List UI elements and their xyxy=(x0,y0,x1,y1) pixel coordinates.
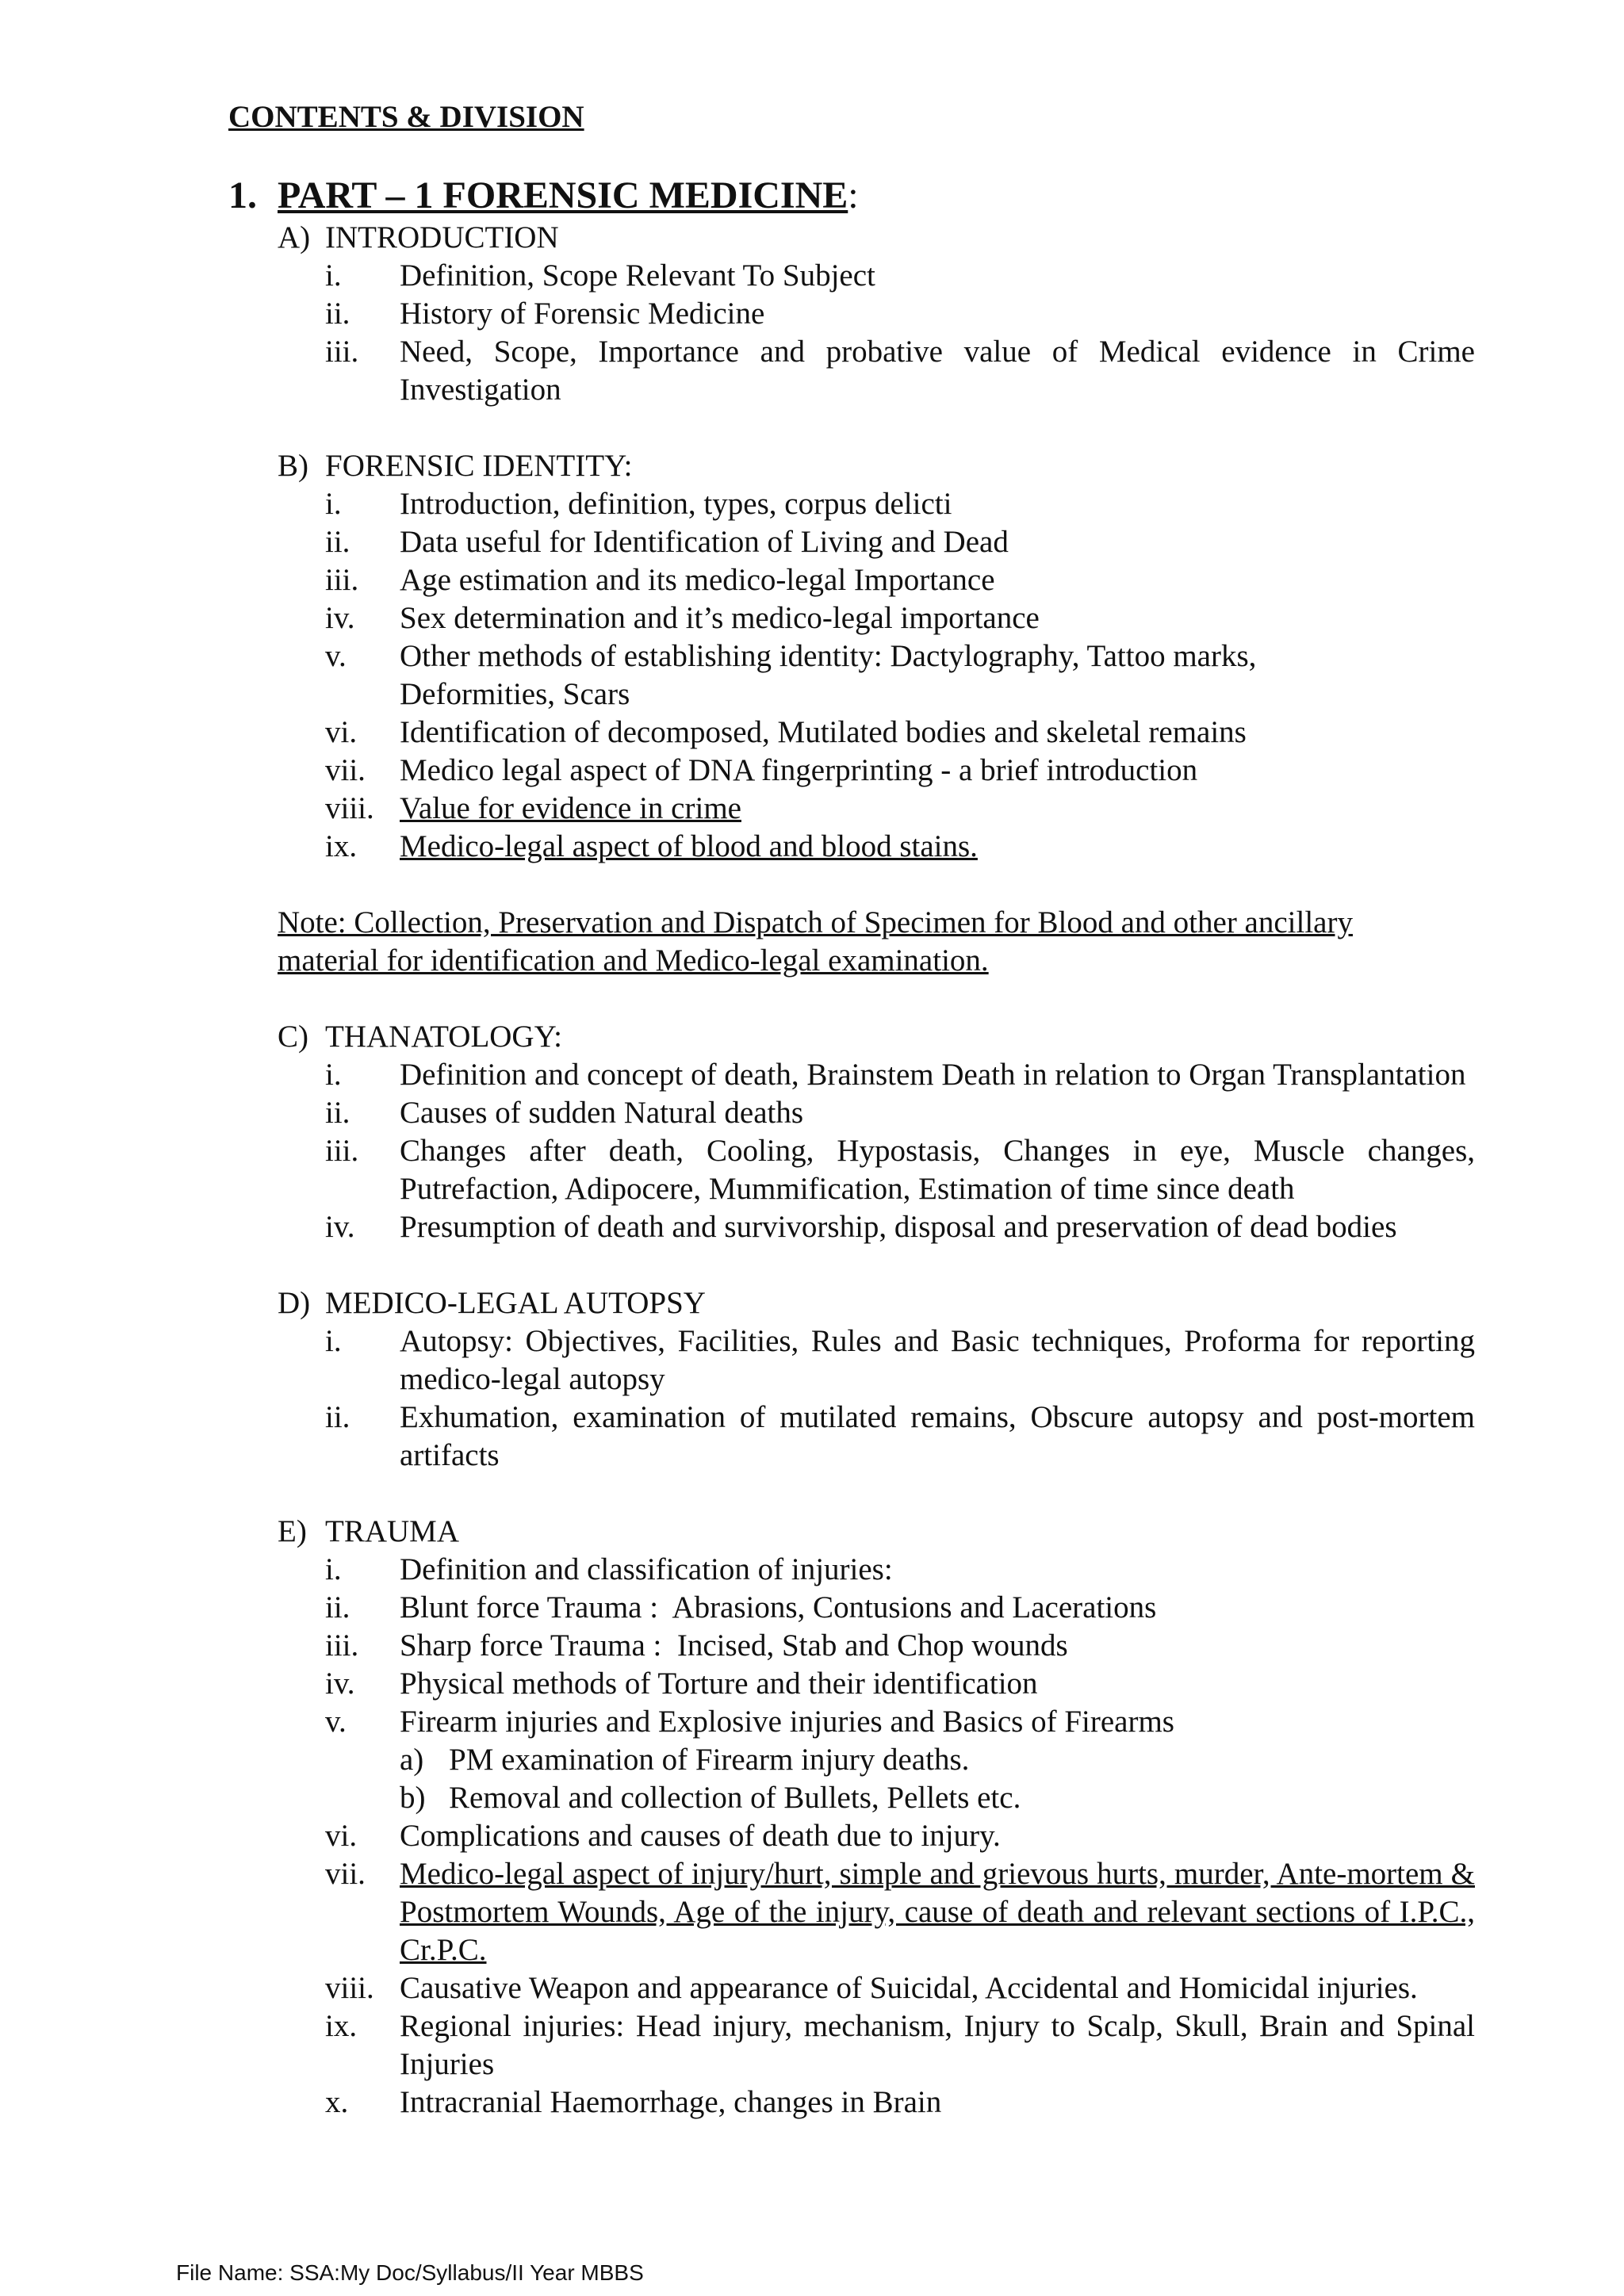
list-item: i. Introduction, definition, types, corpus delicti xyxy=(325,487,952,521)
list-item: ii. Blunt force Trauma : Abrasions, Contusions and Lacerations xyxy=(325,1590,1157,1624)
list-item: iii. Age estimation and its medico-legal Importance xyxy=(325,563,995,597)
section-heading: D) MEDICO-LEGAL AUTOPSY xyxy=(278,1286,706,1320)
list-item: i. Definition and classification of injuries: xyxy=(325,1552,893,1586)
section-heading: B) FORENSIC IDENTITY: xyxy=(278,449,633,483)
part-name: PART – 1 FORENSIC MEDICINE xyxy=(278,174,848,216)
list-item: iv. Physical methods of Torture and their identification xyxy=(325,1667,1038,1701)
list-item: i. Autopsy: Objectives, Facilities, Rules and Basic techniques, Proforma for reporting medico-legal autopsy xyxy=(325,1324,1475,1396)
list-item: iii. Changes after death, Cooling, Hypostasis, Changes in eye, Muscle changes, Putrefaction, Adipocere, Mummification, Estimation of time since death xyxy=(325,1134,1475,1206)
sub-list-item: a) PM examination of Firearm injury deaths. xyxy=(400,1743,970,1777)
list-item: ii. Causes of sudden Natural deaths xyxy=(325,1096,804,1130)
list-item: viii. Value for evidence in crime xyxy=(325,791,741,825)
list-item: vii. Medico legal aspect of DNA fingerprinting - a brief introduction xyxy=(325,753,1198,787)
contents-list xyxy=(278,219,1475,2122)
list-item: ix. Regional injuries: Head injury, mechanism, Injury to Scalp, Skull, Brain and Spinal Injuries xyxy=(325,2009,1475,2081)
contents-heading: CONTENTS & DIVISION xyxy=(228,100,584,134)
list-item: ii. Exhumation, examination of mutilated remains, Obscure autopsy and post-mortem artifacts xyxy=(325,1400,1475,1472)
list-item: ix. Medico-legal aspect of blood and blood stains. xyxy=(325,829,978,863)
part-suffix: : xyxy=(848,174,859,216)
section-heading: A) INTRODUCTION xyxy=(278,220,559,254)
list-item: ii. History of Forensic Medicine xyxy=(325,297,765,331)
file-name-footer: File Name: SSA:My Doc/Syllabus/II Year MBBS xyxy=(176,2260,644,2285)
part-title xyxy=(228,172,859,220)
sub-list-item: b) Removal and collection of Bullets, Pellets etc. xyxy=(400,1781,1021,1815)
list-item: i. Definition, Scope Relevant To Subject xyxy=(325,258,875,293)
list-item: vi. Identification of decomposed, Mutilated bodies and skeletal remains xyxy=(325,715,1247,749)
part-number: 1. xyxy=(228,174,257,216)
list-item: vii. Medico-legal aspect of injury/hurt, simple and grievous hurts, murder, Ante-mortem & Postmortem Wounds, Age of the injury, cause of death and relevant sections of I.P.C., Cr.P.C. xyxy=(325,1857,1475,1967)
list-item: i. Definition and concept of death, Brainstem Death in relation to Organ Transplantation xyxy=(325,1058,1466,1092)
list-item: iii. Need, Scope, Importance and probative value of Medical evidence in Crime Investigation xyxy=(325,335,1475,407)
list-item: v. Firearm injuries and Explosive injuries and Basics of Firearms xyxy=(325,1705,1174,1739)
list-item: vi. Complications and causes of death due to injury. xyxy=(325,1819,1001,1853)
list-item: x. Intracranial Haemorrhage, changes in Brain xyxy=(325,2085,942,2119)
list-item: ii. Data useful for Identification of Living and Dead xyxy=(325,525,1009,559)
list-item: v. Other methods of establishing identity: Dactylography, Tattoo marks, Deformities, Scars xyxy=(325,639,1257,711)
list-item: iii. Sharp force Trauma : Incised, Stab and Chop wounds xyxy=(325,1628,1068,1663)
section-heading: C) THANATOLOGY: xyxy=(278,1020,563,1054)
list-item: viii. Causative Weapon and appearance of Suicidal, Accidental and Homicidal injuries. xyxy=(325,1971,1418,2005)
section-heading: E) TRAUMA xyxy=(278,1514,460,1548)
note-text: Note: Collection, Preservation and Dispatch of Specimen for Blood and other ancillary material for identification and Medico-legal examination. xyxy=(278,905,1353,978)
list-item: iv. Presumption of death and survivorship, disposal and preservation of dead bodies xyxy=(325,1210,1397,1244)
list-item: iv. Sex determination and it’s medico-legal importance xyxy=(325,601,1040,635)
